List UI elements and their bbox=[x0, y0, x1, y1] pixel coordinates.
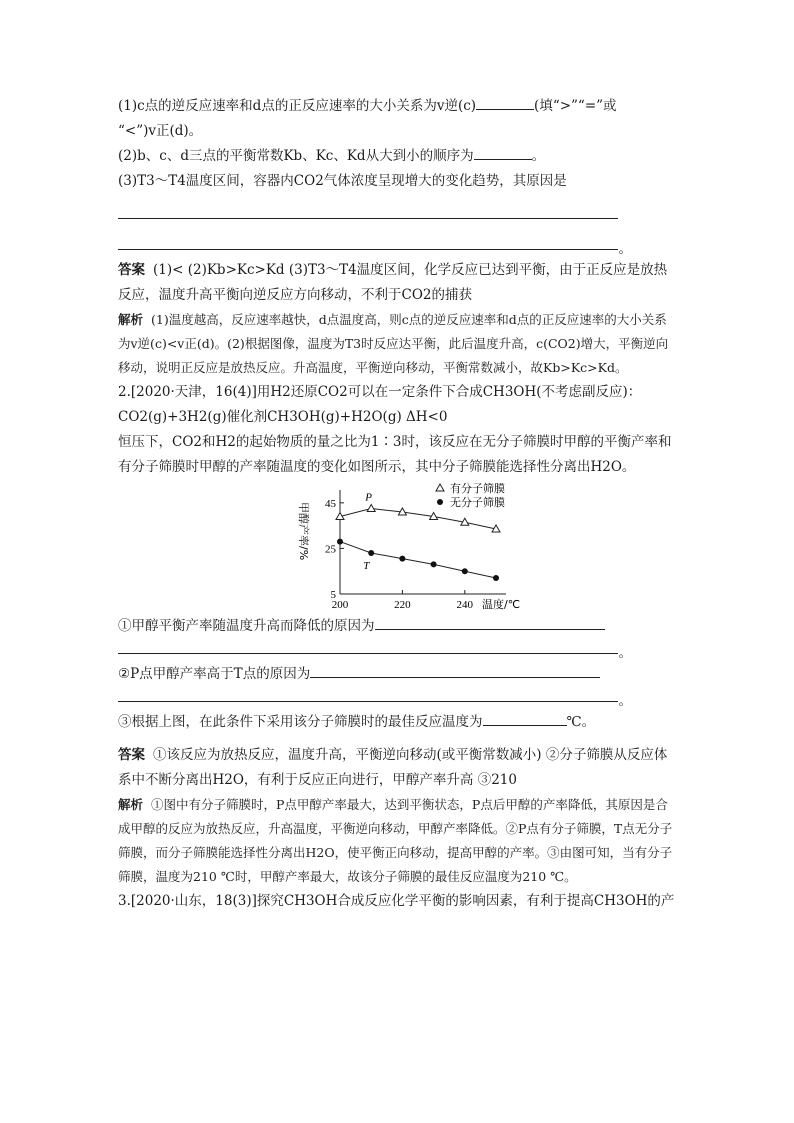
q2-answer: 答案 ①该反应为放热反应，温度升高，平衡逆向移动(或平衡常数减小) ②分子筛膜从反应体系中不断分离出H2O，有利于反应正向进行，甲醇产率升高 ③210 bbox=[118, 747, 668, 788]
data-point-dot bbox=[368, 550, 374, 556]
y-tick-label: 45 bbox=[325, 497, 336, 510]
answer-line[interactable] bbox=[118, 227, 618, 250]
q1-analysis: 解析 (1)温度越高，反应速率越快，d点温度高，则c点的逆反应速率和d点的正反应速率的大小关系为v逆(c)<v正(d)。(2)根据图像，温度为T3时反应达平衡，此后温度升高，c(CO2)增大，平衡逆向移动，说明正反应是放热反应。升高温度，平衡逆向移动，平衡常数减小，故Kb>Kc>Kd。 bbox=[118, 312, 669, 375]
q2-sub1: ①甲醇平衡产率随温度升高而降低的原因为 bbox=[118, 614, 678, 639]
blank-line[interactable] bbox=[310, 663, 600, 678]
q2-head: 2.[2020·天津，16(4)]用H2还原CO2可以在一定条件下合成CH3OH(不考虑副反应)：CO2(g)+3H2(g)催化剂CH3OH(g)+H2O(g) ΔH<0 bbox=[118, 384, 642, 425]
x-axis-label: 温度/℃ bbox=[482, 598, 521, 611]
q1-part1-cont: “<”)v正(d)。 bbox=[118, 123, 203, 139]
data-point-dot bbox=[431, 561, 437, 567]
chart-svg bbox=[286, 482, 606, 614]
q2-analysis: 解析 ①图中有分子筛膜时，P点甲醇产率最大，达到平衡状态，P点后甲醇的产率降低，其原因是合成甲醇的反应为放热反应，升高温度，平衡逆向移动，甲醇产率降低。②P点有分子筛膜，T点无分子筛膜，而分子筛膜能选择性分离出H2O，使平衡正向移动，提高甲醇的产率。③由图可知，当有分子筛膜，温度为210 ℃时，甲醇产率最大，故该分子筛膜的最佳反应温度为210 ℃。 bbox=[118, 797, 673, 884]
x-tick-label: 220 bbox=[394, 599, 411, 611]
data-point-dot bbox=[337, 539, 343, 545]
answer-line[interactable] bbox=[118, 679, 618, 702]
data-point-dot bbox=[493, 575, 499, 581]
y-tick-label: 5 bbox=[330, 589, 336, 601]
blank-line[interactable] bbox=[375, 615, 605, 630]
q1-part1: (1)c点的逆反应速率和d点的正反应速率的大小关系为v逆(c) (填“>”“=”或 bbox=[118, 94, 678, 119]
document-page bbox=[118, 94, 678, 914]
q2-sub2: ②P点甲醇产率高于T点的原因为 bbox=[118, 662, 678, 687]
x-tick-label: 200 bbox=[331, 599, 349, 611]
answer-line[interactable] bbox=[118, 196, 618, 219]
annotation-t: T bbox=[363, 559, 370, 572]
q2-sub3: ③根据上图，在此条件下采用该分子筛膜时的最佳反应温度为 ℃。 bbox=[118, 710, 678, 735]
blank-line[interactable] bbox=[476, 95, 534, 110]
q3-head: 3.[2020·山东，18(3)]探究CH3OH合成反应化学平衡的影响因素，有利于提高CH3OH的产 bbox=[118, 893, 675, 909]
q2-intro: 恒压下，CO2和H2的起始物质的量之比为1∶3时，该反应在无分子筛膜时甲醇的平衡产率和有分子筛膜时甲醇的产率随温度的变化如图所示，其中分子筛膜能选择性分离出H2O。 bbox=[118, 434, 672, 475]
q1-answer: 答案 (1)< (2)Kb>Kc>Kd (3)T3～T4温度区间，化学反应已达到平衡，由于正反应是放热反应，温度升高平衡向逆反应方向移动，不利于CO2的捕获 bbox=[118, 262, 668, 303]
legend-label: 无分子筛膜 bbox=[450, 496, 505, 509]
legend-label: 有分子筛膜 bbox=[450, 482, 505, 495]
data-point-dot bbox=[399, 556, 405, 562]
legend-marker-triangle bbox=[436, 484, 444, 491]
data-point-triangle bbox=[367, 505, 375, 512]
methanol-yield-chart bbox=[286, 482, 606, 614]
series-line bbox=[340, 509, 496, 530]
annotation-p: P bbox=[365, 491, 372, 504]
blank-line[interactable] bbox=[483, 711, 567, 726]
y-axis-label: 甲醇产率/% bbox=[297, 502, 310, 561]
x-tick-label: 240 bbox=[456, 599, 474, 611]
legend-marker-dot bbox=[437, 499, 443, 505]
y-tick-label: 25 bbox=[325, 543, 336, 556]
blank-line[interactable] bbox=[474, 145, 532, 160]
data-point-dot bbox=[462, 568, 468, 574]
q1-part3: (3)T3～T4温度区间，容器内CO2气体浓度呈现增大的变化趋势，其原因是 bbox=[118, 173, 567, 189]
answer-line[interactable] bbox=[118, 631, 618, 654]
q1-part2: (2)b、c、d三点的平衡常数Kb、Kc、Kd从大到小的顺序为 。 bbox=[118, 144, 678, 169]
